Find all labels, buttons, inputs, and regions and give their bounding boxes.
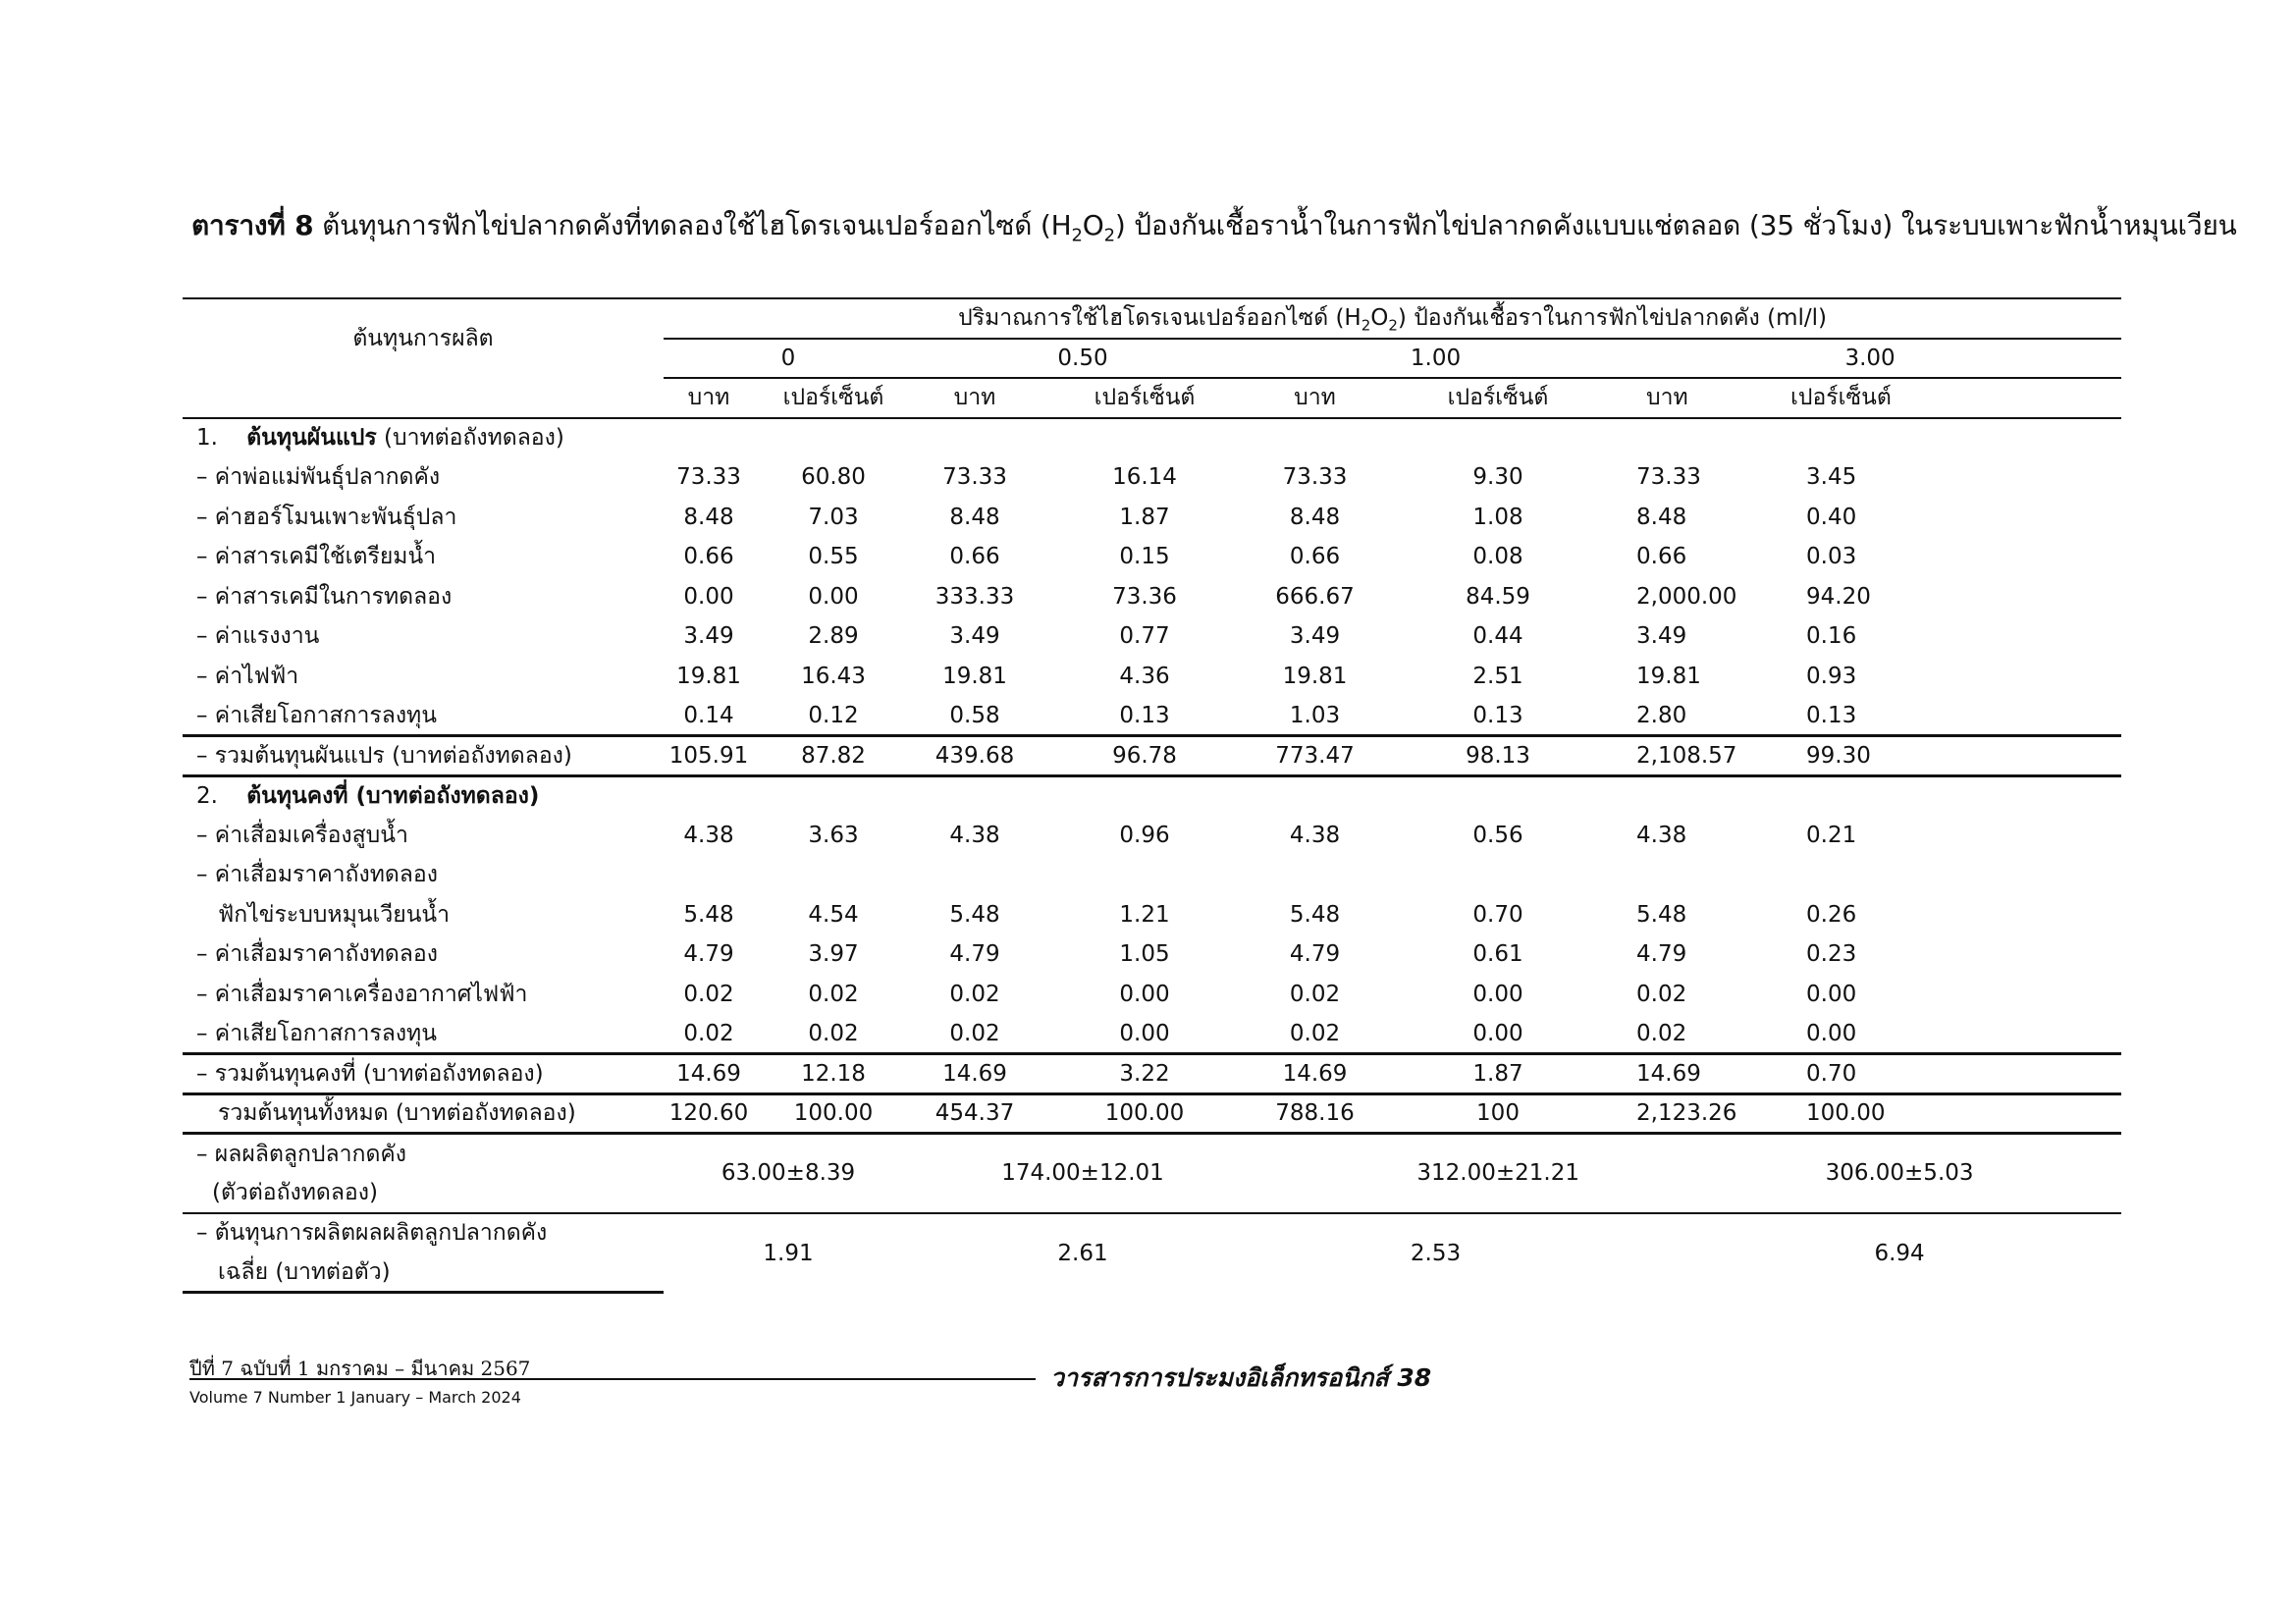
table-cell: 0.02 bbox=[1636, 981, 1687, 1007]
row-label: – ค่าแรงงาน bbox=[196, 623, 320, 650]
table-cell: 0.66 bbox=[1636, 544, 1687, 570]
table-cell: 19.81 bbox=[1282, 663, 1348, 689]
table-cell: 773.47 bbox=[1253, 736, 1377, 776]
table-cell: 2.51 bbox=[1472, 663, 1523, 689]
table-row bbox=[183, 616, 2121, 657]
table-cell: 3.49 bbox=[1289, 623, 1341, 650]
table-cell: 0.13 bbox=[1806, 702, 1857, 728]
table-row bbox=[183, 975, 2121, 1015]
table-cell: 4.38 bbox=[683, 822, 734, 848]
section-number: 2. bbox=[196, 783, 218, 809]
table-cell: 0.02 bbox=[683, 1020, 734, 1046]
units-blank bbox=[183, 378, 664, 418]
table-cell: 3.49 bbox=[1636, 623, 1687, 650]
table-cell: 4.38 bbox=[949, 822, 1000, 848]
footer-rule bbox=[189, 1378, 1036, 1380]
table-cell: 788.16 bbox=[1253, 1093, 1377, 1134]
table-cell: 0.00 bbox=[808, 583, 859, 610]
row-label: – รวมต้นทุนผันแปร (บาทต่อถังทดลอง) bbox=[183, 736, 664, 776]
table-cell: 73.33 bbox=[942, 464, 1007, 491]
table-cell: 0.55 bbox=[808, 544, 859, 570]
table-cell: 73.36 bbox=[1112, 583, 1177, 610]
table-cell: 1.03 bbox=[1289, 702, 1341, 728]
row-label: – ค่าเสียโอกาสการลงทุน bbox=[196, 1020, 437, 1046]
table-cell: 99.30 bbox=[1747, 736, 2121, 776]
table-cell: 0.00 bbox=[683, 583, 734, 610]
header-row-units bbox=[183, 378, 2121, 418]
table-cell: 0.16 bbox=[1806, 623, 1857, 650]
section-number: 1. bbox=[196, 425, 218, 452]
table-cell: 0.02 bbox=[808, 1020, 859, 1046]
unit-cost-value: 2.61 bbox=[1057, 1240, 1108, 1266]
table-cell: 0.21 bbox=[1806, 822, 1857, 848]
table-cell: 0.02 bbox=[1289, 1020, 1341, 1046]
table-cell: 2,108.57 bbox=[1619, 736, 1747, 776]
table-cell: 73.33 bbox=[676, 464, 741, 491]
table-cell: 0.00 bbox=[1472, 1020, 1523, 1046]
section-title bbox=[183, 775, 2121, 816]
table-cell: 439.68 bbox=[913, 736, 1037, 776]
level-0: 0 bbox=[664, 339, 913, 379]
table-cell: 3.97 bbox=[808, 941, 859, 968]
table-row bbox=[183, 537, 2121, 577]
table-row bbox=[183, 657, 2121, 697]
table-cell: 0.02 bbox=[949, 1020, 1000, 1046]
row-label: – ค่าเสื่อมเครื่องสูบน้ำ bbox=[196, 822, 408, 848]
row-label: ฟักไข่ระบบหมุนเวียนน้ำ bbox=[218, 901, 451, 928]
row-label: – ค่าเสื่อมราคาถังทดลอง bbox=[196, 862, 438, 888]
footer-journal-page: วารสารการประมงอิเล็กทรอนิกส์ 38 bbox=[1050, 1363, 1432, 1392]
table-cell: 0.70 bbox=[1747, 1054, 2121, 1094]
table-row bbox=[183, 816, 2121, 856]
table-cell: 4.38 bbox=[1289, 822, 1341, 848]
table-row bbox=[183, 934, 2121, 975]
section-unit: (บาทต่อถังทดลอง) bbox=[384, 425, 564, 452]
table-cell: 0.58 bbox=[949, 702, 1000, 728]
section-title bbox=[183, 418, 2121, 458]
table-cell: 1.08 bbox=[1472, 504, 1523, 530]
caption-sub-2: 2 bbox=[1103, 225, 1115, 246]
table-row bbox=[183, 498, 2121, 538]
table-cell: 0.14 bbox=[683, 702, 734, 728]
table-cell: 100 bbox=[1377, 1093, 1619, 1134]
caption-text-b: O bbox=[1082, 209, 1104, 241]
table-cell: 7.03 bbox=[808, 504, 859, 530]
table-cell: 60.80 bbox=[801, 464, 866, 491]
table-cell: 0.93 bbox=[1806, 663, 1857, 689]
table-cell: 19.81 bbox=[942, 663, 1007, 689]
section-variable-title bbox=[183, 418, 2121, 458]
header-row-label: ต้นทุนการผลิต bbox=[183, 298, 664, 378]
table-cell: 4.79 bbox=[1289, 941, 1341, 968]
row-label: – ผลผลิตลูกปลากดคัง bbox=[196, 1141, 406, 1167]
table-cell: 0.00 bbox=[1119, 981, 1170, 1007]
header-group-text-a: ปริมาณการใช้ไฮโดรเจนเปอร์ออกไซด์ (H bbox=[958, 305, 1362, 332]
table-row bbox=[183, 457, 2121, 498]
table-cell: 0.70 bbox=[1472, 901, 1523, 928]
row-label: – ค่าพ่อแม่พันธุ์ปลากดคัง bbox=[196, 464, 441, 491]
table-cell: 2,000.00 bbox=[1636, 583, 1737, 610]
table-cell: 0.15 bbox=[1119, 544, 1170, 570]
table-cell: 4.79 bbox=[1636, 941, 1687, 968]
table-cell: 73.33 bbox=[1282, 464, 1348, 491]
unit-cost-value: 2.53 bbox=[1410, 1240, 1462, 1266]
header-group-text-b: O bbox=[1370, 305, 1389, 332]
row-label: – ต้นทุนการผลิตผลผลิตลูกปลากดคัง bbox=[196, 1220, 548, 1247]
table-cell: 16.43 bbox=[801, 663, 866, 689]
table-cell: 0.00 bbox=[1472, 981, 1523, 1007]
table-cell: 2.80 bbox=[1636, 702, 1687, 728]
table-cell: 0.00 bbox=[1806, 1020, 1857, 1046]
header-group-text-c: ) ป้องกันเชื้อราในการฟักไข่ปลากดคัง (ml/l) bbox=[1397, 305, 1827, 332]
table-cell: 0.02 bbox=[683, 981, 734, 1007]
cost-table bbox=[183, 297, 2121, 1294]
table-row bbox=[183, 696, 2121, 736]
table-cell: 0.12 bbox=[808, 702, 859, 728]
table-cell: 100.00 bbox=[754, 1093, 913, 1134]
table-cell: 96.78 bbox=[1037, 736, 1253, 776]
table-cell: 2.89 bbox=[808, 623, 859, 650]
table-cell: 4.38 bbox=[1636, 822, 1687, 848]
table-cell: 0.13 bbox=[1472, 702, 1523, 728]
table-cell: 5.48 bbox=[1289, 901, 1341, 928]
yield-value: 306.00±5.03 bbox=[1825, 1160, 1974, 1187]
table-cell: 19.81 bbox=[1636, 663, 1701, 689]
table-cell: 3.63 bbox=[808, 822, 859, 848]
header-group-sub-2: 2 bbox=[1388, 316, 1398, 335]
table-caption bbox=[191, 204, 2237, 247]
table-cell: 4.36 bbox=[1119, 663, 1170, 689]
table-cell: 1.87 bbox=[1377, 1054, 1619, 1094]
section-name: ต้นทุนคงที่ (บาทต่อถังทดลอง) bbox=[246, 783, 540, 809]
table-cell: 5.48 bbox=[1636, 901, 1687, 928]
unit-percent: เปอร์เซ็นต์ bbox=[1447, 385, 1549, 411]
footer-issue-english: Volume 7 Number 1 January – March 2024 bbox=[189, 1388, 521, 1407]
table-row bbox=[183, 577, 2121, 617]
row-label: – ค่าเสื่อมราคาเครื่องอากาศไฟฟ้า bbox=[196, 981, 528, 1007]
table-cell: 0.23 bbox=[1806, 941, 1857, 968]
table-cell: 0.96 bbox=[1119, 822, 1170, 848]
caption-text-c: ) ป้องกันเชื้อราน้ำในการฟักไข่ปลากดคังแบบแช่ตลอด (35 ชั่วโมง) ในระบบเพาะฟักน้ำหมุนเวียน bbox=[1114, 209, 2237, 241]
row-label: (ตัวต่อถังทดลอง) bbox=[212, 1179, 378, 1205]
table-cell: 120.60 bbox=[664, 1093, 754, 1134]
variable-cost-rows bbox=[183, 457, 2121, 736]
table-cell: 8.48 bbox=[1636, 504, 1687, 530]
table-cell: 3.49 bbox=[949, 623, 1000, 650]
table-cell: 1.21 bbox=[1119, 901, 1170, 928]
unit-cost-value: 1.91 bbox=[763, 1240, 814, 1266]
table-cell: 3.22 bbox=[1037, 1054, 1253, 1094]
row-label: รวมต้นทุนทั้งหมด (บาทต่อถังทดลอง) bbox=[183, 1093, 664, 1134]
footer-issue-thai: ปีที่ 7 ฉบับที่ 1 มกราคม – มีนาคม 2567 bbox=[189, 1357, 531, 1380]
table-cell: 0.13 bbox=[1119, 702, 1170, 728]
table-cell: 98.13 bbox=[1377, 736, 1619, 776]
table-cell: 4.79 bbox=[949, 941, 1000, 968]
table-cell: 14.69 bbox=[913, 1054, 1037, 1094]
table-cell: 14.69 bbox=[1619, 1054, 1747, 1094]
table-cell: 0.00 bbox=[1119, 1020, 1170, 1046]
header-row-1 bbox=[183, 298, 2121, 339]
level-300: 3.00 bbox=[1619, 339, 2121, 379]
unit-percent: เปอร์เซ็นต์ bbox=[1790, 385, 1892, 411]
table-cell: 0.08 bbox=[1472, 544, 1523, 570]
table-cell: 0.02 bbox=[1636, 1020, 1687, 1046]
yield-value: 312.00±21.21 bbox=[1416, 1160, 1579, 1187]
unit-baht: บาท bbox=[1646, 385, 1688, 411]
table-cell: 3.49 bbox=[683, 623, 734, 650]
table-cell: 0.02 bbox=[1289, 981, 1341, 1007]
table-cell: 84.59 bbox=[1466, 583, 1530, 610]
table-cell: 8.48 bbox=[949, 504, 1000, 530]
row-label: – ค่าไฟฟ้า bbox=[196, 663, 299, 689]
table-cell: 105.91 bbox=[664, 736, 754, 776]
table-cell: 12.18 bbox=[754, 1054, 913, 1094]
unit-baht: บาท bbox=[953, 385, 996, 411]
grand-total-row bbox=[183, 1093, 2121, 1134]
table-cell: 16.14 bbox=[1112, 464, 1177, 491]
table-cell: 0.66 bbox=[683, 544, 734, 570]
table-cell: 5.48 bbox=[683, 901, 734, 928]
table-cell: 0.77 bbox=[1119, 623, 1170, 650]
table-cell: 14.69 bbox=[1253, 1054, 1377, 1094]
table-cell: 4.79 bbox=[683, 941, 734, 968]
table-cell: 100.00 bbox=[1037, 1093, 1253, 1134]
row-label: เฉลี่ย (บาทต่อตัว) bbox=[183, 1253, 664, 1293]
table-cell: 87.82 bbox=[754, 736, 913, 776]
table-cell: 0.44 bbox=[1472, 623, 1523, 650]
section-fixed-title bbox=[183, 775, 2121, 816]
caption-sub-1: 2 bbox=[1071, 225, 1083, 246]
section-name: ต้นทุนผันแปร bbox=[246, 425, 377, 452]
header-group bbox=[664, 298, 2121, 339]
table-cell: 8.48 bbox=[1289, 504, 1341, 530]
table-cell: 4.54 bbox=[808, 901, 859, 928]
row-label: – ค่าสารเคมีในการทดลอง bbox=[196, 583, 453, 610]
table-cell: 0.02 bbox=[808, 981, 859, 1007]
table-cell: 1.05 bbox=[1119, 941, 1170, 968]
level-050: 0.50 bbox=[913, 339, 1253, 379]
table-cell: 100.00 bbox=[1747, 1093, 2121, 1134]
table-cell: 0.56 bbox=[1472, 822, 1523, 848]
table-cell: 9.30 bbox=[1472, 464, 1523, 491]
unit-baht: บาท bbox=[1294, 385, 1336, 411]
table-cell: 333.33 bbox=[934, 583, 1015, 610]
table-cell: 8.48 bbox=[683, 504, 734, 530]
table-cell: 0.03 bbox=[1806, 544, 1857, 570]
unit-percent: เปอร์เซ็นต์ bbox=[782, 385, 884, 411]
table-row bbox=[183, 895, 2121, 935]
unit-cost-row-1 bbox=[183, 1213, 2121, 1253]
table-cell: 0.66 bbox=[949, 544, 1000, 570]
table-cell: 0.26 bbox=[1806, 901, 1857, 928]
table-cell: 0.02 bbox=[949, 981, 1000, 1007]
table-cell: 14.69 bbox=[664, 1054, 754, 1094]
variable-total-row bbox=[183, 736, 2121, 776]
table-cell: 19.81 bbox=[676, 663, 741, 689]
level-100: 1.00 bbox=[1253, 339, 1619, 379]
yield-row-1 bbox=[183, 1134, 2121, 1174]
row-label: – ค่าเสียโอกาสการลงทุน bbox=[196, 702, 437, 728]
table-cell: 73.33 bbox=[1636, 464, 1701, 491]
table-cell: 0.61 bbox=[1472, 941, 1523, 968]
table-cell: 454.37 bbox=[913, 1093, 1037, 1134]
table-cell: 1.87 bbox=[1119, 504, 1170, 530]
table-row bbox=[183, 1014, 2121, 1054]
header-group-sub-1: 2 bbox=[1361, 316, 1371, 335]
table-cell: 0.40 bbox=[1806, 504, 1857, 530]
yield-value: 63.00±8.39 bbox=[721, 1160, 856, 1187]
table-cell: 94.20 bbox=[1806, 583, 1871, 610]
table-cell: 2,123.26 bbox=[1619, 1093, 1747, 1134]
unit-baht: บาท bbox=[687, 385, 730, 411]
row-label: – ค่าเสื่อมราคาถังทดลอง bbox=[196, 941, 438, 968]
caption-text-a: ต้นทุนการฟักไข่ปลากดคังที่ทดลองใช้ไฮโดรเจนเปอร์ออกไซด์ (H bbox=[322, 209, 1072, 241]
table-cell: 666.67 bbox=[1275, 583, 1355, 610]
unit-cost-value: 6.94 bbox=[1874, 1240, 1925, 1266]
row-label: – ค่าสารเคมีใช้เตรียมน้ำ bbox=[196, 544, 437, 570]
table-cell: 3.45 bbox=[1806, 464, 1857, 491]
yield-value: 174.00±12.01 bbox=[1001, 1160, 1164, 1187]
table-cell: 5.48 bbox=[949, 901, 1000, 928]
unit-percent: เปอร์เซ็นต์ bbox=[1094, 385, 1196, 411]
row-label: – รวมต้นทุนคงที่ (บาทต่อถังทดลอง) bbox=[183, 1054, 664, 1094]
row-label: – ค่าฮอร์โมนเพาะพันธุ์ปลา bbox=[196, 504, 457, 530]
caption-label: ตารางที่ 8 bbox=[191, 209, 314, 241]
table-cell: 0.00 bbox=[1806, 981, 1857, 1007]
fixed-total-row bbox=[183, 1054, 2121, 1094]
table-row bbox=[183, 855, 2121, 895]
table-cell: 0.66 bbox=[1289, 544, 1341, 570]
